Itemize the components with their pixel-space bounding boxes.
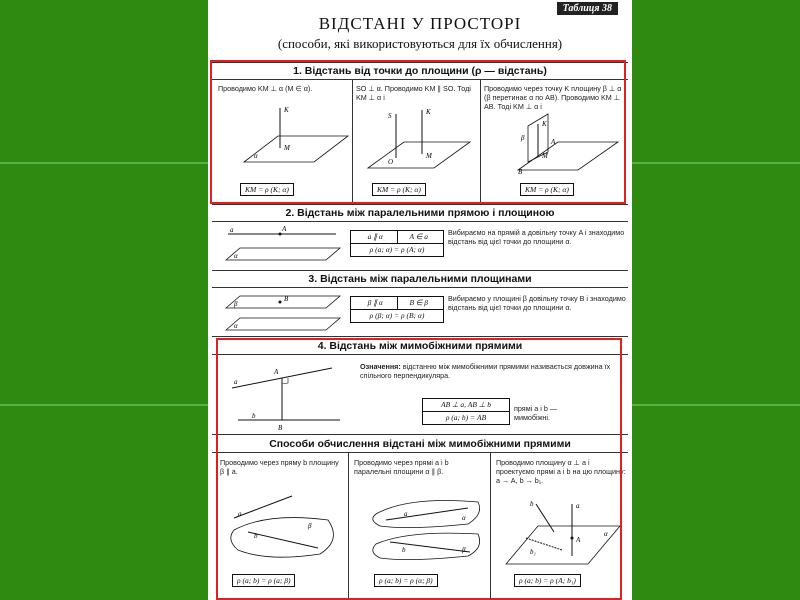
section1-col3-text: Проводимо через точку K площину β ⊥ α (β перетинає α по AB). Проводимо KM ⊥ AB. Тоді KM ⊥ α і: [484, 84, 622, 111]
definition-text: відстанню між мимобіжними прямими називається довжина їх спільного перпендикуляра.: [360, 362, 611, 380]
label-alpha: α: [462, 514, 466, 522]
label-a: A: [576, 536, 581, 544]
section5-title: Способи обчислення відстані між мимобіжними прямими: [269, 438, 571, 450]
label-a: a: [230, 226, 234, 234]
plane-alpha-shape: [226, 248, 340, 260]
label-b: B: [518, 168, 523, 176]
label-k: K: [426, 108, 431, 116]
label-b: b: [530, 500, 534, 508]
section5-col3-formula: ρ (a; b) = ρ (A; b₁): [514, 574, 581, 587]
label-b: b: [252, 412, 256, 420]
label-beta: β: [308, 522, 312, 530]
label-a: A: [282, 225, 287, 233]
section2-formula-box: a ∥ α A ∈ a ρ (a; α) = ρ (A; α): [350, 230, 444, 257]
plane-beta-shape: [226, 296, 340, 308]
label-b: b: [254, 532, 258, 540]
divider: [212, 336, 628, 337]
label-alpha: α: [234, 252, 238, 260]
section1-formula: KM = ρ (K; α): [372, 183, 426, 196]
page-title: ВІДСТАНІ У ПРОСТОРІ: [318, 14, 522, 33]
plane-alpha-shape: [226, 318, 340, 330]
section3-formula-box: β ∥ α B ∈ β ρ (β; α) = ρ (B; α): [350, 296, 444, 323]
section4-note: прямі a і b — мимобіжні.: [514, 404, 558, 422]
section1-col2-text: SO ⊥ α. Проводимо KM ∥ SO. Тоді KM ⊥ α і: [356, 84, 471, 102]
section1-formula: KM = ρ (K; α): [240, 183, 294, 196]
section1-formula: KM = ρ (K; α): [520, 183, 574, 196]
label-m: M: [284, 144, 290, 152]
section5-col2-text: Проводимо через прямі a і b паралельні площини α ∥ β.: [354, 458, 449, 476]
label-s: S: [388, 112, 392, 120]
section5-col3-text: Проводимо площину α ⊥ a і проектуємо прямі a і b на цю площину: a → A, b → b₁.: [496, 458, 626, 485]
section5-col1-text: Проводимо через пряму b площину β ∥ a.: [220, 458, 339, 476]
table-number: Таблиця 38: [557, 2, 618, 15]
divider: [212, 204, 628, 205]
label-a: a: [404, 510, 408, 518]
section5-col2-formula: ρ (a; b) = ρ (α; β): [374, 574, 438, 587]
label-alpha: α: [234, 322, 238, 330]
highlight-section4: [216, 338, 622, 600]
section2-text: Вибираємо на прямій a довільну точку A і знаходимо відстань від цієї точки до площини α.: [448, 228, 625, 246]
label-beta: β: [234, 300, 238, 308]
divider: [212, 270, 628, 271]
section1-col1-text: Проводимо KM ⊥ α (M ∈ α).: [218, 84, 313, 93]
section2-figure: [208, 222, 348, 268]
definition-label: Означення:: [360, 362, 401, 371]
label-a: a: [234, 378, 238, 386]
label-alpha: α: [604, 530, 608, 538]
label-beta: β: [521, 134, 525, 142]
point-b: [279, 301, 282, 304]
label-k: K: [542, 120, 547, 128]
section4-title: 4. Відстань між мимобіжними прямими: [317, 340, 523, 352]
section1-title: 1. Відстань від точки до площини (ρ — відстань): [293, 65, 547, 77]
section2-title: 2. Відстань між паралельними прямою і площиною: [285, 207, 555, 219]
section3-figure: [208, 288, 348, 334]
label-b: B: [278, 424, 283, 432]
section3-text: Вибираємо у площині β довільну точку B і знаходимо відстань від цієї точки до площини α.: [448, 294, 626, 312]
label-a: A: [274, 368, 279, 376]
label-b1: b₁: [530, 548, 536, 556]
section5-col1-formula: ρ (a; b) = ρ (a; β): [232, 574, 295, 587]
label-m: M: [542, 152, 548, 160]
highlight-section1: [210, 60, 626, 204]
label-beta: β: [462, 546, 466, 554]
label-a: A: [551, 138, 556, 146]
label-o: O: [388, 158, 394, 166]
label-m: M: [426, 152, 432, 160]
label-k: K: [284, 106, 289, 114]
section3-title: 3. Відстань між паралельними площинами: [308, 273, 532, 285]
label-alpha: α: [254, 152, 258, 160]
page-subtitle: (способи, які використовуються для їх обчислення): [277, 36, 563, 51]
label-a: a: [238, 510, 242, 518]
section4-formula-box: AB ⊥ a, AB ⊥ b ρ (a; b) = AB: [422, 398, 510, 425]
label-a: a: [576, 502, 580, 510]
label-b: b: [402, 546, 406, 554]
label-b: B: [284, 295, 289, 303]
